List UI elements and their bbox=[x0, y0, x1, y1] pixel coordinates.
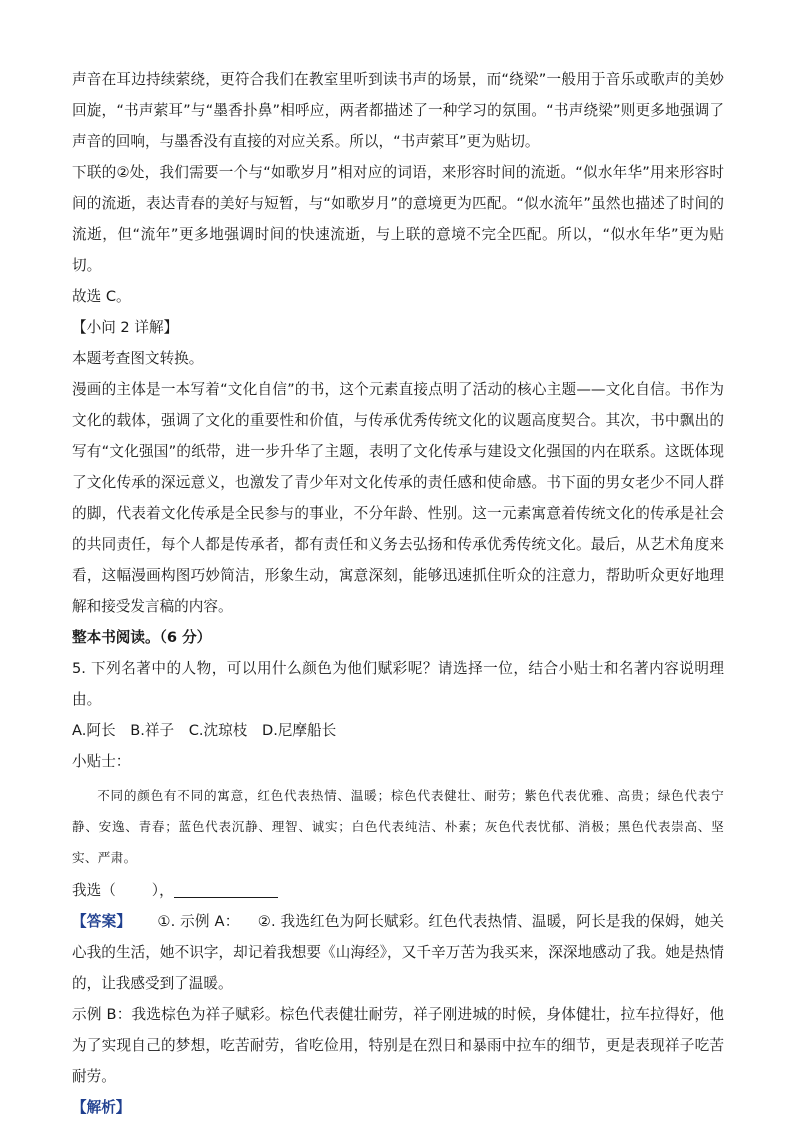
answer-mark-2: ②. 我选红色为阿长赋彩。红色代表热情、温暖，阿长是我的保姆，她关心我的生活，她不识字，却记着我想要《山海经》，又千辛万苦为我买来，深深地感动了我。她是热情的，让我感受到了温暖。 bbox=[72, 913, 724, 992]
sub-question-2-heading: 【小问 2 详解】 bbox=[72, 319, 179, 336]
choice-suffix: ）， bbox=[151, 882, 174, 899]
answer-example-b: 示例 B：我选棕色为祥子赋彩。棕色代表健壮耐劳，祥子刚进城的时候，身体健壮，拉车拉得好，他为了实现自己的梦想，吃苦耐劳，省吃俭用，特别是在烈日和暴雨中拉车的细节，更是表现祥子吃苦耐劳。 bbox=[72, 1006, 724, 1085]
answer-line bbox=[72, 906, 724, 999]
analysis-paragraph-1: 声音在耳边持续萦绕，更符合我们在教室里听到读书声的场景，而“绕梁”一般用于音乐或歌声的美妙回旋，“书声萦耳”与“墨香扑鼻”相呼应，两者都描述了一种学习的氛围。“书声绕梁”则更多地强调了声音的回响，与墨香没有直接的对应关系。所以，“书声萦耳”更为贴切。 bbox=[72, 71, 725, 150]
tip-label: 小贴士： bbox=[72, 753, 131, 770]
analysis-paragraph-2: 下联的②处，我们需要一个与“如歌岁月”相对应的词语，来形容时间的流逝。“似水年华”用来形容时间的流逝，表达青春的美好与短暂，与“如歌岁月”的意境更为匹配。“似水流年”虽然也描述了时间的流逝，但“流年”更多地强调时间的快速流逝，与上联的意境不完全匹配。所以，“似水年华”更为贴切。 bbox=[72, 164, 724, 274]
question-5-options bbox=[72, 715, 724, 746]
option-d: D.尼摩船长 bbox=[261, 722, 337, 739]
section-title: 整本书阅读。（6 分） bbox=[72, 629, 212, 646]
sub-question-2-intro: 本题考查图文转换。 bbox=[72, 350, 204, 367]
sub-question-2-body: 漫画的主体是一本写着“文化自信”的书，这个元素直接点明了活动的核心主题——文化自信。书作为文化的载体，强调了文化的重要性和价值，与传承优秀传统文化的议题高度契合。其次，书中飘出的写有“文化强国”的纸带，进一步升华了主题，表明了文化传承与建设文化强国的内在联系。这既体现了文化传承的深远意义，也激发了青少年对文化传承的责任感和使命感。书下面的男女老少不同人群的脚，代表着文化传承是全民参与的事业，不分年龄、性别。这一元素寓意着传统文化的传承是社会的共同责任，每个人都是传承者，都有责任和义务去弘扬和传承优秀传统文化。最后，从艺术角度来看，这幅漫画构图巧妙简洁，形象生动，寓意深刻，能够迅速抓住听众的注意力，帮助听众更好地理解和接受发言稿的内容。 bbox=[72, 381, 724, 615]
answer-choice-line: 故选 C。 bbox=[72, 288, 131, 305]
choice-prefix: 我选（ bbox=[72, 882, 116, 899]
choice-line bbox=[72, 875, 724, 906]
tip-text: 不同的颜色有不同的寓意，红色代表热情、温暖；棕色代表健壮、耐劳；紫色代表优雅、高贵；绿色代表宁静、安逸、青春；蓝色代表沉静、理智、诚实；白色代表纯洁、朴素；灰色代表忧郁、消极；黑色代表崇高、坚实、严肃。 bbox=[72, 788, 724, 865]
answer-tag: 【答案】 bbox=[72, 913, 132, 930]
option-b: B.祥子 bbox=[130, 722, 175, 739]
document-content bbox=[72, 64, 724, 1123]
option-a: A.阿长 bbox=[72, 722, 116, 739]
answer-blank-line bbox=[174, 879, 278, 898]
answer-mark-1: ①. 示例 A： bbox=[157, 913, 240, 930]
analysis-tag: 【解析】 bbox=[72, 1099, 131, 1116]
question-5: 5. 下列名著中的人物，可以用什么颜色为他们赋彩呢？请选择一位，结合小贴士和名著内容说明理由。 bbox=[72, 660, 724, 708]
option-c: C.沈琼枝 bbox=[188, 722, 248, 739]
